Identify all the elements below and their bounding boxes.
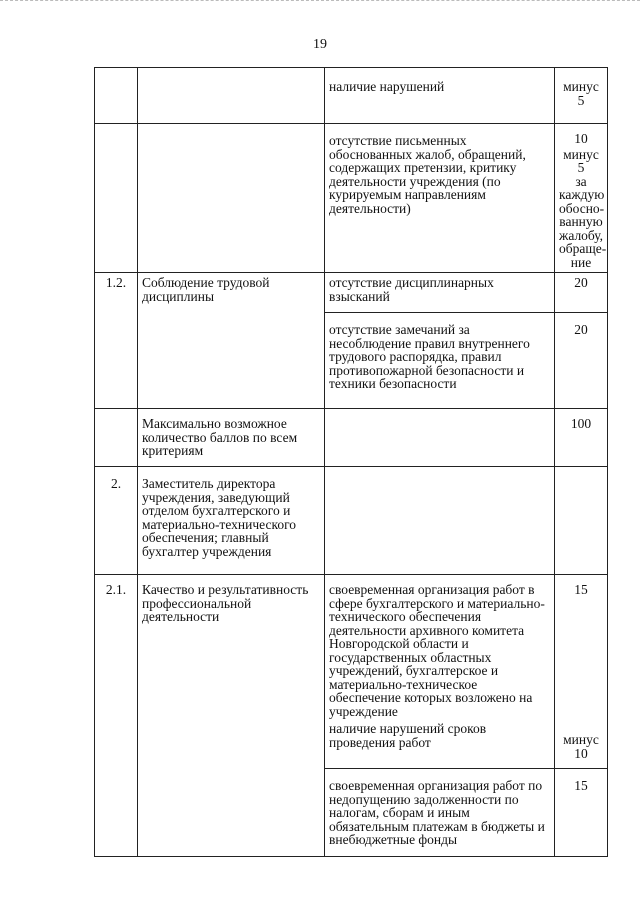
score-line: ванную <box>559 214 603 229</box>
criterion-text: своевременная организация работ в сфере бухгалтерского и материально-технического обеспечения деятельности архивного комитета Новгородской области и государственных областных учреждений, бухгалтерское и материально-техническое обеспечение которых возложено на учреждение <box>329 582 545 719</box>
table-row <box>95 124 608 273</box>
score-value: 100 <box>555 409 608 467</box>
score-cell <box>555 575 608 769</box>
criterion-text-secondary: наличие нарушений сроков проведения работ <box>329 721 487 750</box>
criterion-text: наличие нарушений <box>325 68 555 124</box>
criterion-cell <box>325 575 555 769</box>
table-row <box>95 273 608 313</box>
criterion-text: отсутствие дисциплинарных взысканий <box>325 273 555 313</box>
table-row <box>95 68 608 124</box>
scan-edge <box>0 0 640 5</box>
row-name <box>138 124 325 273</box>
score-line: обраще- <box>559 241 607 256</box>
score-stack <box>555 124 608 273</box>
score-value: 20 <box>555 313 608 409</box>
score-line: минус 5 <box>563 146 599 175</box>
table-row <box>95 467 608 575</box>
row-name: Соблюдение трудовой дисциплины <box>138 273 325 409</box>
row-number <box>95 68 138 124</box>
row-name <box>138 68 325 124</box>
score-line: каждую <box>559 187 605 202</box>
score-line: ние <box>570 254 592 270</box>
criterion-text: своевременная организация работ по недопущению задолженности по налогам, сборам и иным обязательным платежам в бюджеты и внебюджетные фонды <box>325 769 555 857</box>
score-line: 10 <box>574 131 588 146</box>
score-value-secondary: минус 10 <box>563 732 599 761</box>
row-name: Качество и результативность профессиональной деятельности <box>138 575 325 857</box>
score-value: 20 <box>555 273 608 313</box>
score-line: жалобу, <box>559 227 604 243</box>
row-number <box>95 409 138 467</box>
score-value: минус 5 <box>555 68 608 124</box>
criterion-text <box>325 467 555 575</box>
row-number: 2. <box>95 467 138 575</box>
criterion-text: отсутствие письменных обоснованных жалоб, обращений, содержащих претензии, критику деятельности учреждения (по курируемым направлениям деятельности) <box>325 124 555 273</box>
score-value: 15 <box>574 582 588 597</box>
score-line: обосно- <box>559 200 605 216</box>
score-value: 15 <box>555 769 608 857</box>
score-line: за <box>575 173 587 189</box>
criterion-text: отсутствие замечаний за несоблюдение правил внутреннего трудового распорядка, правил противопожарной безопасности и техники безопасности <box>325 313 555 409</box>
table-row <box>95 575 608 769</box>
row-number: 1.2. <box>95 273 138 409</box>
table-row <box>95 409 608 467</box>
page-number: 19 <box>313 37 327 52</box>
criterion-text <box>325 409 555 467</box>
criteria-table <box>94 67 608 857</box>
row-number <box>95 124 138 273</box>
score-value <box>555 467 608 575</box>
row-name: Максимально возможное количество баллов по всем критериям <box>138 409 325 467</box>
row-number: 2.1. <box>95 575 138 857</box>
row-name: Заместитель директора учреждения, заведующий отделом бухгалтерского и материально-технического обеспечения; главный бухгалтер учреждения <box>138 467 325 575</box>
